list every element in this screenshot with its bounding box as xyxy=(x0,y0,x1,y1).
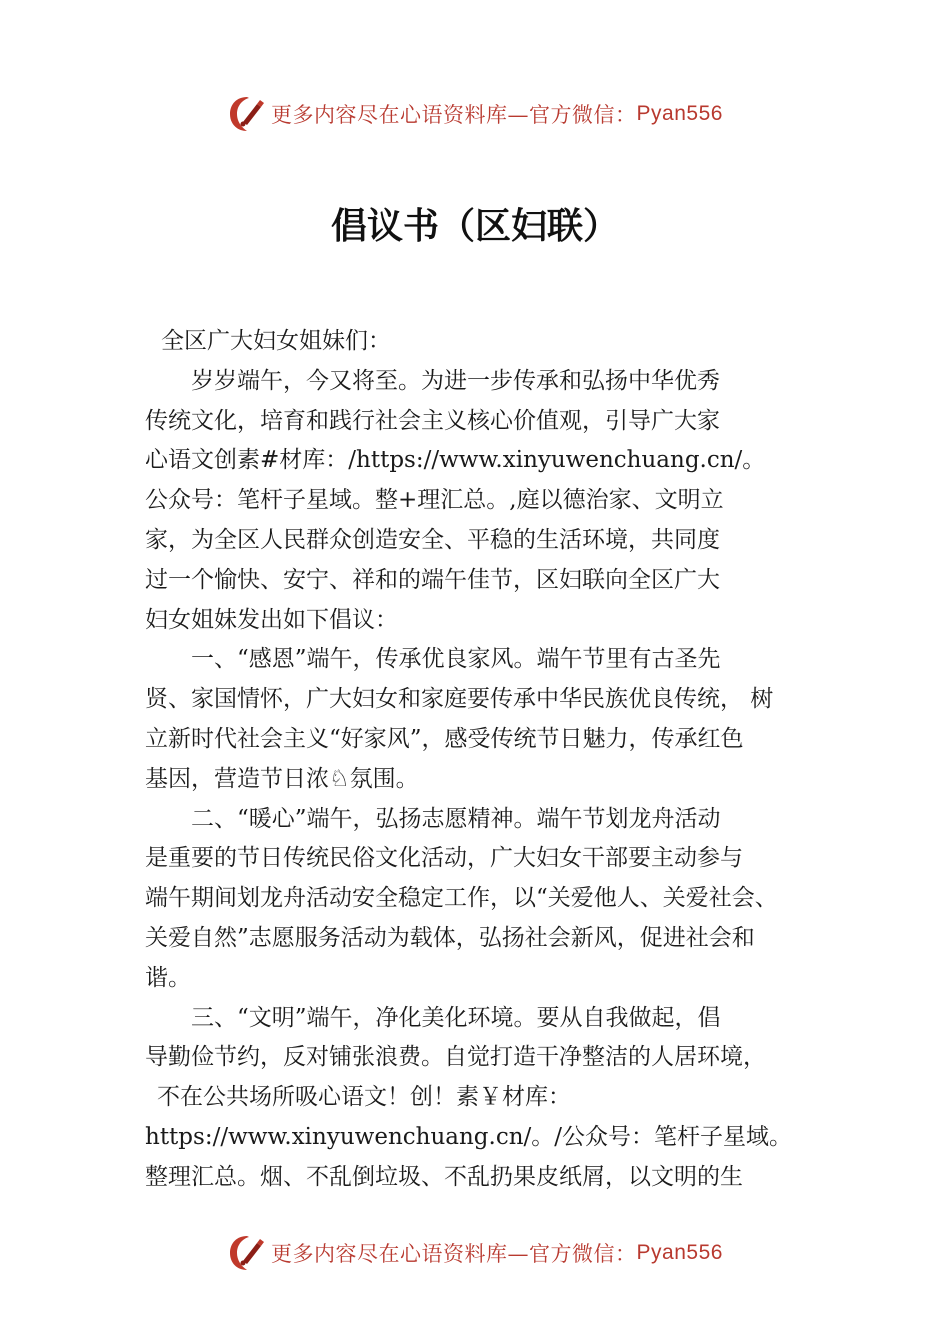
paragraph-line: 基因，营造节日浓♘氛围。 xyxy=(145,765,419,792)
paragraph-line: 家，为全区人民群众创造安全、平稳的生活环境，共同度 xyxy=(145,526,720,553)
paragraph-line: 关爱自然”志愿服务活动为载体，弘扬社会新风，促进社会和 xyxy=(145,924,755,951)
paragraph-line: https://www.xinyuwenchuang.cn/。/公众号：笔杆子星域。 xyxy=(145,1123,793,1150)
pen-logo-icon xyxy=(227,1233,267,1273)
paragraph-line: 岁岁端午，今又将至。为进一步传承和弘扬中华优秀 xyxy=(191,367,720,394)
banner-wechat-id: Pyan556 xyxy=(636,1241,723,1264)
paragraph-line: 过一个愉快、安宁、祥和的端午佳节，区妇联向全区广大 xyxy=(145,566,720,593)
banner-text: 更多内容尽在心语资料库—官方微信： xyxy=(271,1242,637,1266)
paragraph-line: 贤、家国情怀，广大妇女和家庭要传承中华民族优良传统， 树 xyxy=(145,686,774,713)
paragraph-line: 妇女姐妹发出如下倡议： xyxy=(145,606,398,633)
banner-text: 更多内容尽在心语资料库—官方微信： xyxy=(271,103,637,127)
paragraph-line: 公众号：笔杆子星域。整+理汇总。,庭以德治家、文明立 xyxy=(145,487,724,514)
paragraph-line: 是重要的节日传统民俗文化活动，广大妇女干部要主动参与 xyxy=(145,845,743,872)
document-body xyxy=(145,322,815,1198)
paragraph-line: 三、“文明”端午，净化美化环境。要从自我做起，倡 xyxy=(191,1004,721,1031)
paragraph-line: 整理汇总。烟、不乱倒垃圾、不乱扔果皮纸屑，以文明的生 xyxy=(145,1163,743,1190)
paragraph-line: 心语文创素#材库：/https://www.xinyuwenchuang.cn/。 xyxy=(145,447,766,474)
header-banner xyxy=(0,92,950,136)
paragraph-line: 不在公共场所吸心语文！创！素￥材库： xyxy=(157,1084,571,1111)
banner-wechat-id: Pyan556 xyxy=(636,102,723,125)
paragraph-line: 二、“暖心”端午，弘扬志愿精神。端午节划龙舟活动 xyxy=(191,805,721,832)
footer-banner xyxy=(0,1231,950,1275)
paragraph-line: 端午期间划龙舟活动安全稳定工作，以“关爱他人、关爱社会、 xyxy=(145,885,778,912)
paragraph-line: 导勤俭节约，反对铺张浪费。自觉打造干净整洁的人居环境， xyxy=(145,1044,766,1071)
salutation-line: 全区广大妇女姐妹们： xyxy=(161,328,391,354)
pen-logo-icon xyxy=(227,94,267,134)
paragraph-line: 谐。 xyxy=(145,964,191,991)
paragraph-line: 一、“感恩”端午，传承优良家风。端午节里有古圣先 xyxy=(191,646,721,673)
paragraph-line: 传统文化，培育和践行社会主义核心价值观，引导广大家 xyxy=(145,407,720,434)
paragraph-line: 立新时代社会主义“好家风”，感受传统节日魅力，传承红色 xyxy=(145,725,744,752)
document-title: 倡议书（区妇联） xyxy=(330,205,619,247)
